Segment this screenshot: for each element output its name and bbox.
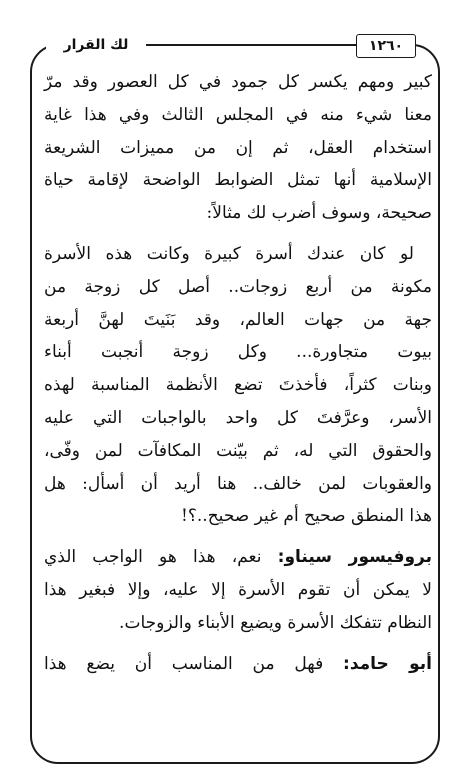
paragraph-3 [44,541,432,639]
text-line: لا يمكن أن تقوم الأسرة إلا عليه، وإلا فبغير هذا [44,579,432,600]
text-line: وبنات كثراً، فأخذتَ تضع الأنظمة المناسبة لهذه [44,375,432,396]
text-line: الإسلامية أنها تمثل الضوابط الواضحة لإقامة حياة [44,170,432,191]
text-line: جهة من جهات العالم، وقد بَنَيتَ لهنَّ أربعة [44,309,432,330]
text-line: والحقوق التي له، ثم بيّنت المكافآت لمن وفّى، [44,440,432,461]
text-line: كبير ومهم يكسر كل جمود في كل العصور وقد مرّ [44,72,432,92]
body-text [44,66,432,680]
text-line: أبو حامد: فهل من المناسب أن يضع هذا [44,653,432,674]
text-line: النظام تتفكك الأسرة ويضيع الأبناء والزوجات. [119,612,432,633]
text-line: معنا شيء منه في المجلس الثالث وفي هذا غاية [44,104,432,125]
speaker-name: أبو حامد: [343,653,432,674]
paragraph-2 [44,238,432,533]
text-line: لو كان عندك أسرة كبيرة وكانت هذه الأسرة [44,243,414,264]
text-line: صحيحة، وسوف أضرب لك مثالاً: [206,203,432,224]
text-line: استخدام العقل، ثم إن من مميزات الشريعة [44,137,432,158]
text-line: الأسر، وعرَّفتَ كل واحد بالواجبات التي عليه [44,407,432,428]
text-line: والعقوبات لمن خالف.. هنا أريد أن أسأل: هل [44,473,432,494]
text-line: مكونة من أربع زوجات.. أصل كل زوجة من [44,276,432,297]
text-line: هذا المنطق صحيح أم غير صحيح..؟! [181,506,432,527]
paragraph-4 [44,648,432,681]
paragraph-1 [44,66,432,230]
text-line: بيوت متجاورة... وكل زوجة أنجبت أبناء [44,342,432,363]
running-title: لك القرار [46,33,146,57]
text-line: بروفيسور سيناو: نعم، هذا هو الواجب الذي [44,547,432,568]
speaker-name: بروفيسور سيناو: [277,547,432,568]
page-number: ١٢٦٠ [356,34,416,58]
